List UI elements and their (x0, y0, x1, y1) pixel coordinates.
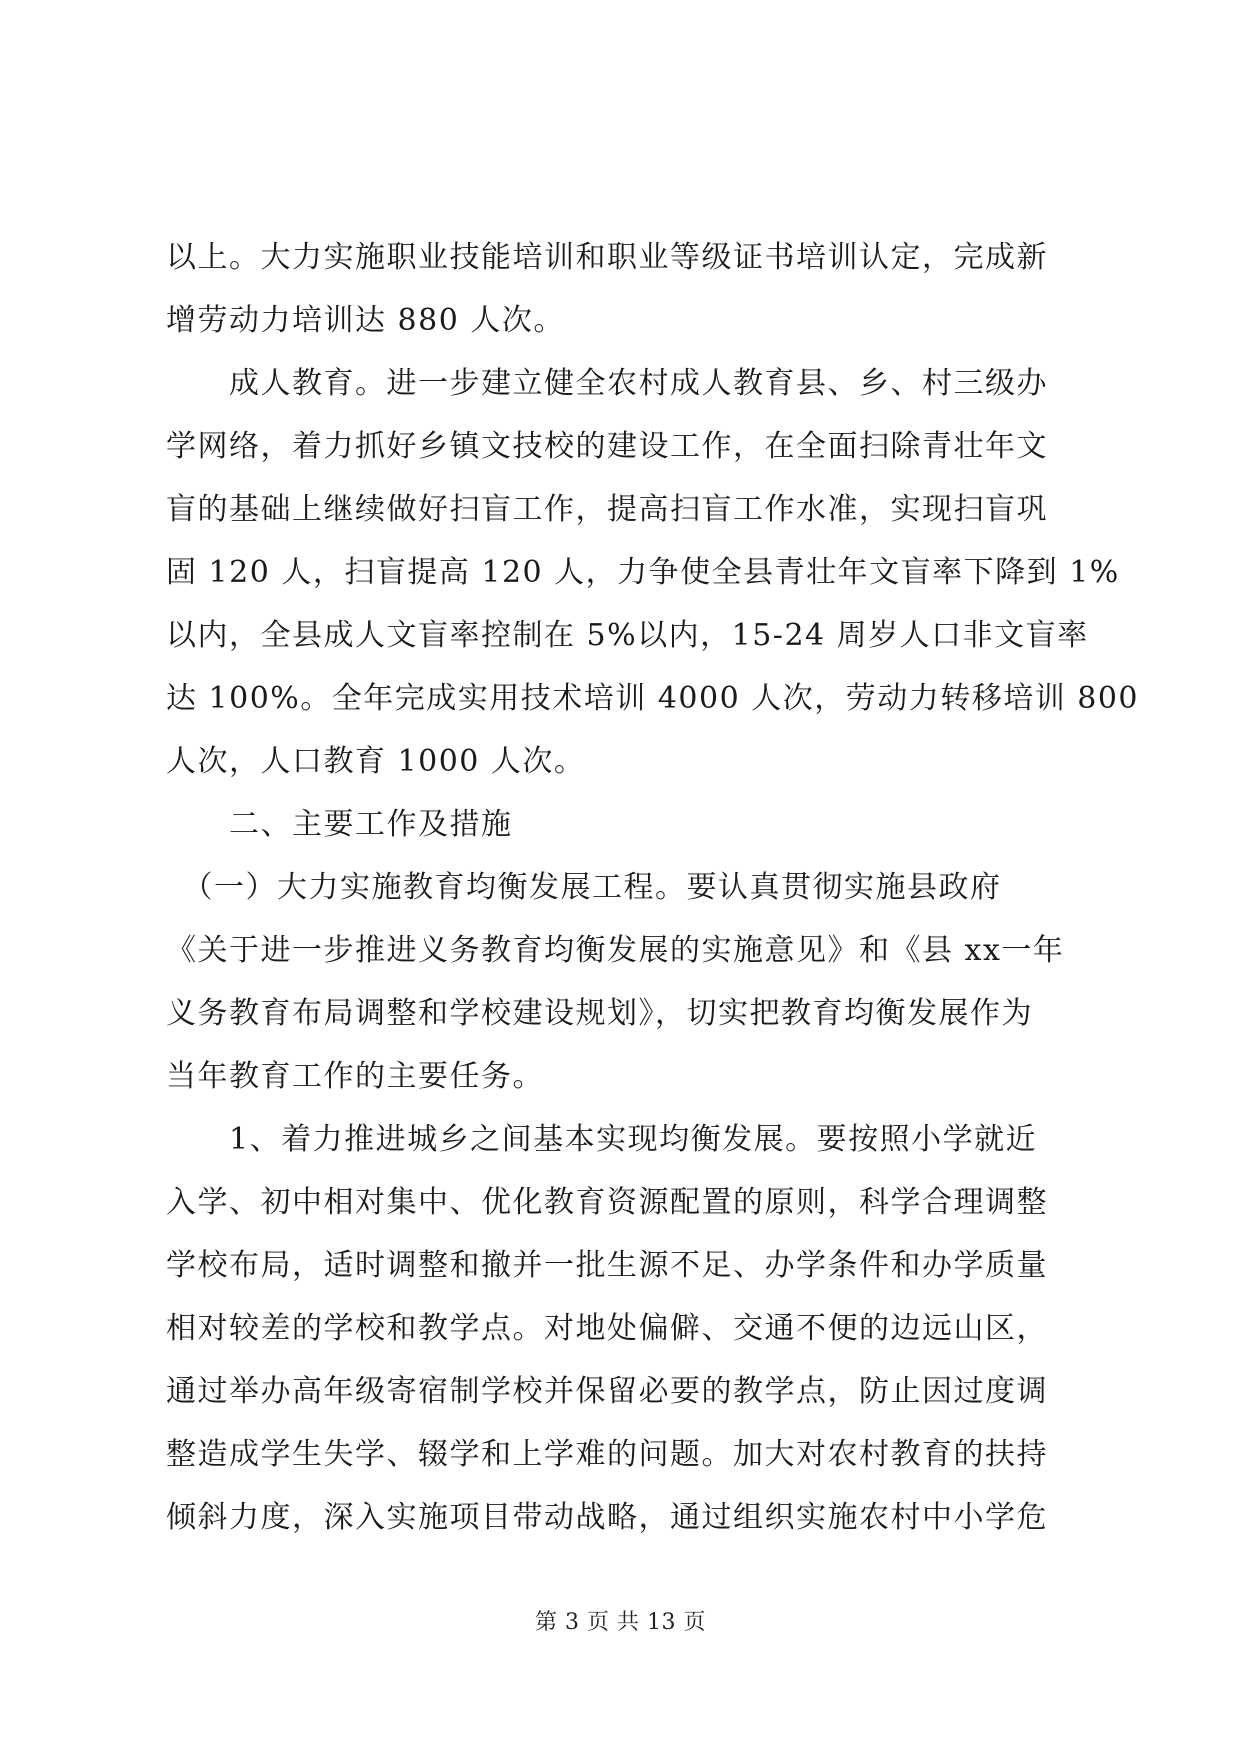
text-line: 人次，人口教育 1000 人次。 (166, 744, 586, 779)
text-line: 《关于进一步推进义务教育均衡发展的实施意见》和《县 xx一年 (166, 933, 1065, 968)
text-line: 固 120 人，扫盲提高 120 人，力争使全县青壮年文盲率下降到 1% (166, 555, 1120, 590)
text-line: 义务教育布局调整和学校建设规划》，切实把教育均衡发展作为 (166, 996, 1033, 1031)
text-line: 以上。大力实施职业技能培训和职业等级证书培训认定，完成新 (166, 240, 1048, 275)
text-line: 学网络，着力抓好乡镇文技校的建设工作，在全面扫除青壮年文 (166, 429, 1048, 464)
text-line: 以内，全县成人文盲率控制在 5%以内，15-24 周岁人口非文盲率 (166, 618, 1089, 653)
text-line: 成人教育。进一步建立健全农村成人教育县、乡、村三级办 (166, 366, 1048, 401)
text-line: 1、着力推进城乡之间基本实现均衡发展。要按照小学就近 (166, 1122, 1038, 1157)
section-heading: 二、主要工作及措施 (166, 807, 513, 842)
text-line: （一）大力实施教育均衡发展工程。要认真贯彻实施县政府 (166, 870, 1002, 905)
text-line: 相对较差的学校和教学点。对地处偏僻、交通不便的边远山区， (166, 1311, 1048, 1346)
body-text (166, 226, 1140, 1549)
text-line: 整造成学生失学、辍学和上学难的问题。加大对农村教育的扶持 (166, 1437, 1048, 1472)
page-number-footer: 第 3 页 共 13 页 (535, 1610, 706, 1635)
text-line: 通过举办高年级寄宿制学校并保留必要的教学点，防止因过度调 (166, 1374, 1048, 1409)
text-line: 增劳动力培训达 880 人次。 (166, 303, 565, 338)
text-line: 当年教育工作的主要任务。 (166, 1059, 544, 1094)
text-line: 盲的基础上继续做好扫盲工作，提高扫盲工作水准，实现扫盲巩 (166, 492, 1048, 527)
text-line: 学校布局，适时调整和撤并一批生源不足、办学条件和办学质量 (166, 1248, 1048, 1283)
text-line: 入学、初中相对集中、优化教育资源配置的原则，科学合理调整 (166, 1185, 1048, 1220)
text-line: 达 100%。全年完成实用技术培训 4000 人次，劳动力转移培训 800 (166, 681, 1140, 716)
text-line: 倾斜力度，深入实施项目带动战略，通过组织实施农村中小学危 (166, 1500, 1048, 1535)
